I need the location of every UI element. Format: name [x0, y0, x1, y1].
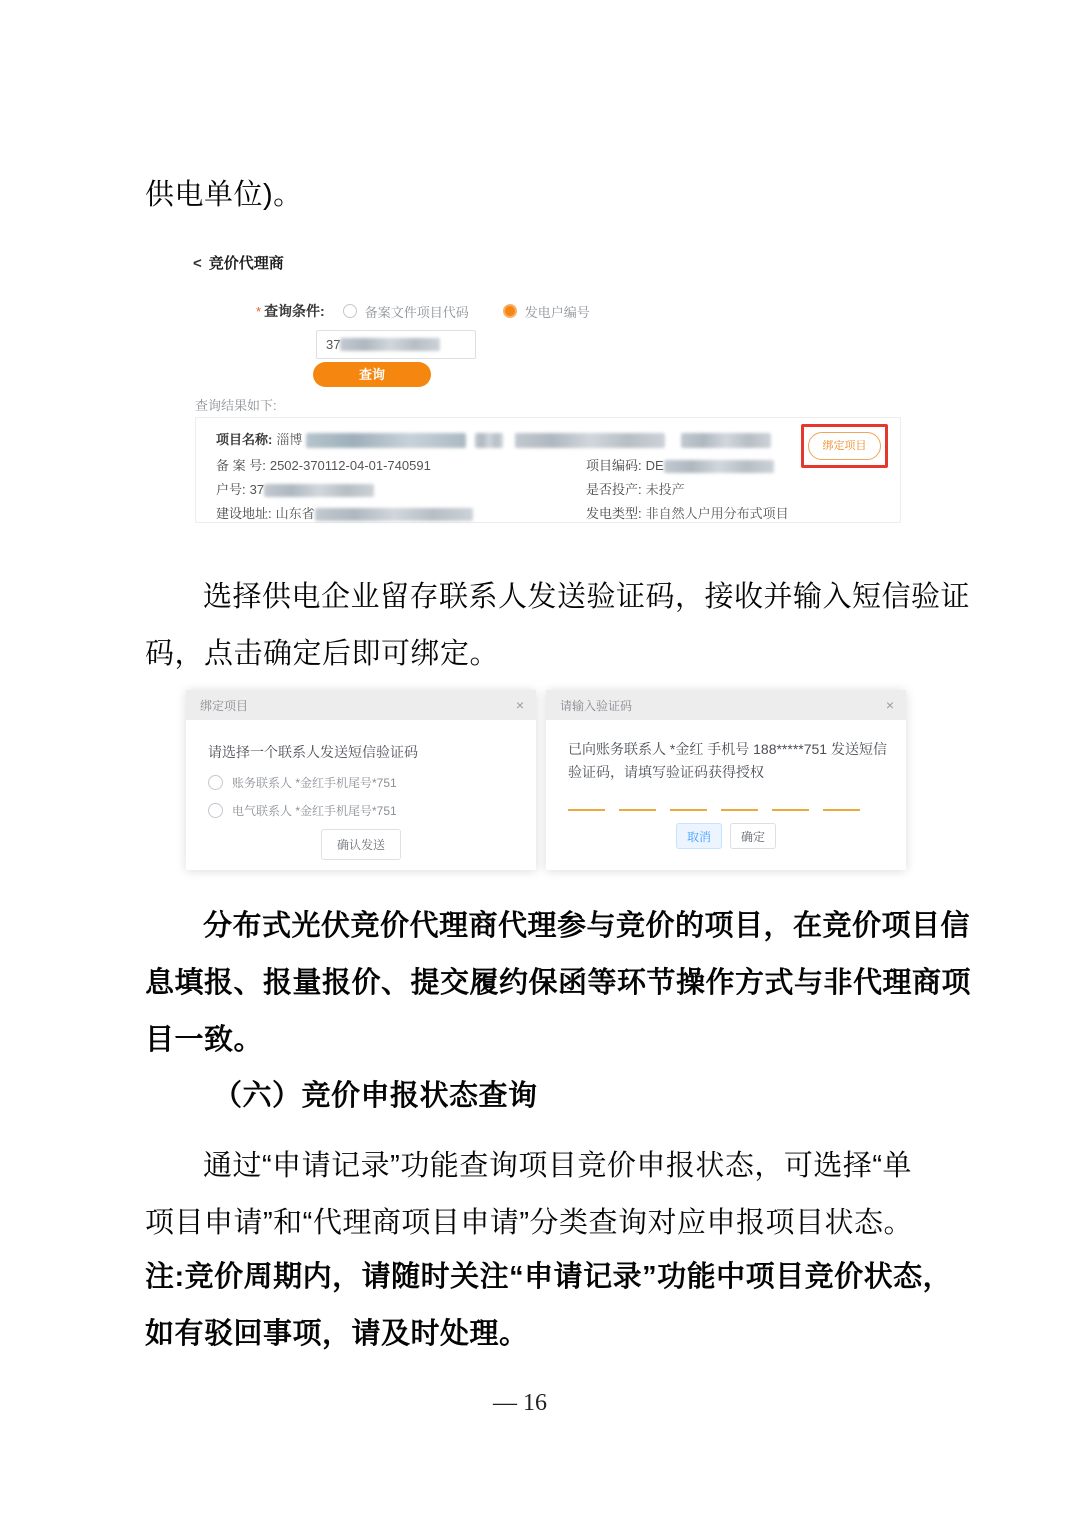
modal-title: 绑定项目 — [200, 698, 249, 713]
field-value: DE — [645, 458, 664, 473]
search-button[interactable]: 查询 — [313, 362, 431, 387]
modal-buttons — [676, 823, 776, 849]
redacted-blur — [681, 433, 771, 448]
sms-sent-message: 已向账务联系人 *金红 手机号 188*****751 发送短信验证码，请填写验证码获得授权 — [568, 741, 887, 780]
modal-header — [186, 690, 536, 720]
field-value: 37 — [249, 482, 265, 497]
redacted-blur — [340, 338, 440, 351]
record-number-row — [216, 455, 664, 474]
verification-code-modal — [546, 690, 906, 870]
redacted-blur — [315, 508, 473, 521]
code-slot[interactable] — [772, 806, 809, 811]
page-number: — 16 — [493, 1390, 547, 1416]
paragraph-line: 分布式光伏竞价代理商代理参与竞价的项目，在竞价项目信 — [203, 910, 971, 942]
intro-text: 供电单位)。 — [145, 179, 303, 211]
result-intro-label: 查询结果如下: — [195, 398, 277, 413]
query-condition-label: 查询条件: — [264, 303, 325, 319]
field-label: 项目编码: — [586, 458, 642, 473]
paragraph-line: 通过“申请记录”功能查询项目竞价申报状态，可选择“单 — [203, 1150, 912, 1182]
breadcrumb[interactable] — [193, 252, 284, 273]
radio-finance-contact[interactable] — [208, 774, 397, 791]
redacted-blur — [664, 460, 774, 473]
section-heading — [145, 1068, 1033, 1125]
code-slot[interactable] — [619, 806, 656, 811]
radio-record-file-code[interactable] — [343, 302, 469, 321]
contact-label: 账务联系人 *金红手机尾号*751 — [232, 776, 397, 790]
field-label: 备 案 号: — [216, 458, 266, 473]
paragraph-line: 注:竞价周期内，请随时关注“申请记录”功能中项目竞价状态， — [145, 1261, 953, 1293]
field-label: 是否投产: — [586, 482, 642, 497]
code-slot[interactable] — [670, 806, 707, 811]
intro-paragraph — [145, 173, 965, 217]
project-name-row — [216, 429, 771, 448]
bidding-agent-screenshot — [186, 248, 908, 538]
paragraph-agent-projects — [145, 898, 972, 1069]
confirm-send-wrap — [186, 829, 536, 860]
radio-circle-icon — [343, 304, 357, 318]
paragraph-line: 选择供电企业留存联系人发送验证码，接收并输入短信验证 — [203, 581, 971, 613]
query-input[interactable] — [316, 330, 476, 359]
result-card — [195, 417, 901, 523]
bind-project-modal — [186, 690, 536, 870]
code-slot[interactable] — [721, 806, 758, 811]
contact-label: 电气联系人 *金红手机尾号*751 — [232, 804, 397, 818]
consumer-number-row — [216, 479, 685, 498]
field-value: 非自然人户用分布式项目 — [645, 506, 789, 521]
paragraph-line: 码，点击确定后即可绑定。 — [145, 638, 500, 670]
cancel-button[interactable]: 取消 — [676, 823, 722, 849]
code-slot[interactable] — [568, 806, 605, 811]
paragraph-line: 目一致。 — [145, 1024, 264, 1056]
project-name-label: 项目名称: — [216, 432, 273, 447]
close-icon[interactable]: × — [885, 697, 894, 713]
project-name-value: 淄博 — [276, 432, 303, 447]
paragraph-verification — [145, 569, 971, 683]
code-slot[interactable] — [823, 806, 860, 811]
confirm-send-button[interactable]: 确认发送 — [321, 829, 401, 860]
paragraph-status-query — [145, 1138, 965, 1252]
field-label: 发电类型: — [586, 506, 642, 521]
query-condition-row — [256, 301, 590, 321]
radio-circle-icon — [208, 803, 223, 818]
query-input-value: 37 — [326, 337, 341, 352]
highlight-rectangle — [801, 424, 888, 468]
radio-electrical-contact[interactable] — [208, 802, 397, 819]
radio-consumer-number[interactable] — [503, 302, 590, 321]
bind-project-button[interactable]: 绑定项目 — [808, 432, 881, 460]
paragraph-line: 息填报、报量报价、提交履约保函等环节操作方式与非代理商项 — [145, 967, 972, 999]
address-row — [216, 503, 789, 522]
radio-circle-icon — [208, 775, 223, 790]
radio-label: 备案文件项目代码 — [364, 304, 469, 320]
field-value: 2502-370112-04-01-740591 — [269, 458, 431, 473]
back-chevron-icon[interactable]: < — [193, 255, 202, 272]
required-asterisk: * — [256, 303, 262, 319]
radio-label: 发电户编号 — [524, 304, 590, 320]
section-heading-text: （六）竞价申报状态查询 — [213, 1080, 538, 1112]
field-value: 山东省 — [275, 506, 315, 521]
field-value: 未投产 — [645, 482, 685, 497]
radio-selected-icon — [503, 304, 517, 318]
code-input-slots — [568, 806, 860, 811]
redacted-blur — [515, 433, 665, 448]
ok-button[interactable]: 确定 — [730, 823, 776, 849]
contact-prompt: 请选择一个联系人发送短信验证码 — [208, 744, 418, 760]
close-icon[interactable]: × — [515, 697, 524, 713]
field-label: 户号: — [216, 482, 246, 497]
modal-header — [546, 690, 906, 720]
paragraph-line: 项目申请”和“代理商项目申请”分类查询对应申报项目状态。 — [145, 1207, 913, 1239]
production-status-field — [586, 479, 685, 498]
field-label: 建设地址: — [216, 506, 272, 521]
generation-type-field — [586, 503, 789, 522]
modals-screenshot — [186, 688, 908, 874]
redacted-blur — [306, 433, 466, 448]
breadcrumb-title: 竞价代理商 — [208, 255, 284, 272]
note-paragraph — [145, 1249, 965, 1363]
redacted-blur — [264, 484, 374, 497]
project-code-field — [586, 455, 774, 474]
redacted-blur — [475, 433, 503, 448]
paragraph-line: 如有驳回事项，请及时处理。 — [145, 1318, 529, 1350]
modal-title: 请输入验证码 — [560, 698, 633, 713]
